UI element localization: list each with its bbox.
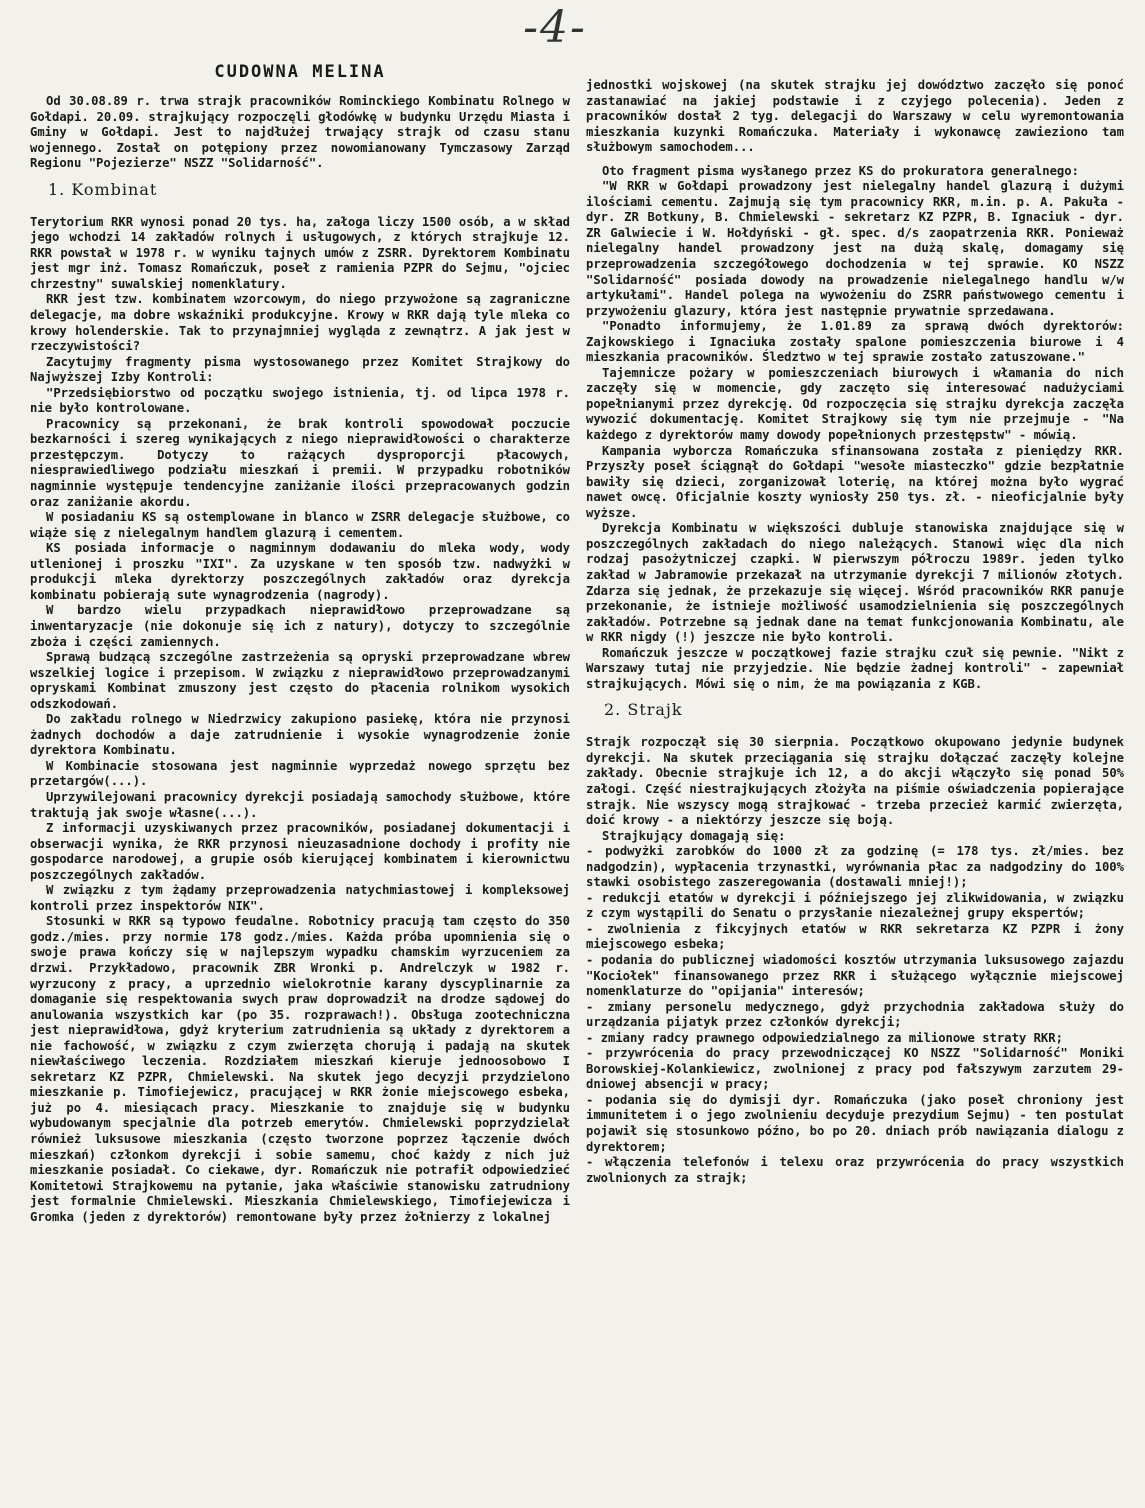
paragraph: Strajkujący domagają się: [602,828,786,843]
demand-item: - zmiany personelu medycznego, gdyż przychodnia zakładowa służy do urządzania pijatyk przez członków dyrekcji; [586,999,1124,1030]
paragraph: Stosunki w RKR są typowo feudalne. Robotnicy pracują tam często do 350 godz./mies. przy normie 178 godz./mies. Każda próba upomnienia się o swoje prawa kończy się w najlepszym wypadku chamskim wyrzuceniem za drzwi. Przykładowo, pracownik ZBR Wronki p. Andrelczyk w 1982 r. wyrzucony z pracy, a uprzednio wielokrotnie karany dyscyplinarnie za domaganie się respektowania swych praw doprowadził na drodze sądowej do anulowania wszystkich kar (po 35. rozprawach!). Obsługa zootechniczna jest nieprawidłowa, gdyż kryterium zatrudnienia są układy z dyrektorem a nie fachowość, w związku z czym zwierzęta chorują i padają na skutek niewłaściwego leczenia. Rozdziałem mieszkań kieruje jednoosobowo I sekretarz KZ PZPR, Chmielewski. Na skutek jego decyzji przydzielono mieszkanie p. Timofiejewicz, pracującej w RKR żonie miejscowego esbeka, już po 4. miesiącach pracy. Mieszkanie to znajduje się w budynku wybudowanym specjalnie dla potrzeb emerytów. Chmielewski poprzydzielał również luksusowe mieszkania (często tworzone poprzez łączenie dwóch mieszkań) członkom dyrekcji i sobie samemu, choć każdy z nich już mieszkanie posiadał. Co ciekawe, dyr. Romańczuk nie potrafił odpowiedzieć Komitetowi Strajkowemu na pytanie, jaka właściwie stanowisku zatrudniony jest formalnie Chmielewski. Mieszkania Chmielewskiego, Timofiejewicza i Gromka (jeden z dyrektorów) remontowane były przez żołnierzy z lokalnej [30,914,570,1224]
quote-paragraph: "Przedsiębiorstwo od początku swojego istnienia, tj. od lipca 1978 r. nie było kontrolowane. [30,385,570,416]
demand-item: - zwolnienia z fikcyjnych etatów w RKR sekretarza KZ PZPR i żony miejscowego esbeka; [586,921,1124,952]
page-number: -4- [523,2,587,53]
paragraph: jednostki wojskowej (na skutek strajku jej dowództwo zaczęło się ponoć zastanawiać na jakiej podstawie i z czyjego polecenia). Jeden z pracowników dostał 2 tyg. delegacji do Warszawy w celu wyremontowania mieszkania kuzynki Romańczuka. Materiały i wykonawcę zawieziono tam służbowym samochodem... [586,78,1124,155]
quote-paragraph: Do zakładu rolnego w Niedrzwicy zakupiono pasiekę, która nie przynosi żadnych dochodów a daje zatrudnienie i wysokie wynagrodzenie żonie dyrektora Kombinatu. [30,712,570,758]
demand-item: - przywrócenia do pracy przewodniczącej KO NSZZ "Solidarność" Moniki Borowskiej-Kolankiewicz, zwolnionej z pracy pod fałszywym zarzutem 29-dniowej absencji w pracy; [586,1046,1124,1092]
quote-paragraph: Pracownicy są przekonani, że brak kontroli spowodował poczucie bezkarności i szereg wynikających z niego nieprawidłowości o charakterze przestępczym. Dotyczy to rażących dysproporcji płacowych, niesprawiedliwego podziału mieszkań i premii. W przypadku robotników nagminnie występuje tendencyjne zaniżanie ilości przepracowanych godzin oraz zaniżanie akordu. [30,416,570,509]
quote-paragraph: KS posiada informacje o nagminnym dodawaniu do mleka wody, wody utlenionej i proszku "IXI". Za uzyskane w ten sposób tzw. nadwyżki w produkcji mleka dyrektorzy poszczególnych zakładów oraz dyrekcja kombinatu pobierają sute wynagrodzenia (nagrody). [30,541,570,602]
quote-paragraph: Uprzywilejowani pracownicy dyrekcji posiadają samochody służbowe, które traktują jak swoje własne(...). [30,789,570,820]
paragraph: RKR jest tzw. kombinatem wzorcowym, do niego przywożone są zagraniczne delegacje, ma dobre wskaźniki produkcyjne. Krowy w RKR dają tyle mleka co krowy holenderskie. Tak to przynajmniej wygląda z zewnątrz. A jak jest w rzeczywistości? [30,292,570,354]
section-heading-kombinat: 1. Kombinat [48,179,158,199]
demand-item: - podania do publicznej wiadomości kosztów utrzymania luksusowego zajazdu "Kociołek" finansowanego przez RKR i służącego wyłącznie miejscowej nomenklaturze do "opijania" interesów; [586,952,1124,999]
paragraph: Romańczuk jeszcze w początkowej fazie strajku czuł się pewnie. "Nikt z Warszawy tutaj nie przyjedzie. Nie będzie żadnej kontroli" - zapewniał strajkujących. Mówi się o nim, że ma powiązania z KGB. [586,645,1124,691]
section-heading-strajk: 2. Strajk [604,700,683,720]
paragraph: Terytorium RKR wynosi ponad 20 tys. ha, załoga liczy 1500 osób, a w skład jego wchodzi 14 zakładów rolnych i usługowych, z których strajkuje 12. RKR powstał w 1978 r. w wyniku tajnych umów z ZSRR. Dyrektorem Kombinatu jest mgr inż. Tomasz Romańczuk, poseł z ramienia PZPR do Sejmu, "ojciec chrzestny" suwalskiej nomenklatury. [30,214,570,291]
quote-paragraph: Z informacji uzyskiwanych przez pracowników, posiadanej dokumentacji i obserwacji wynika, że RKR przynosi nieuzasadnione dochody i profity nie gospodarce narodowej, a grupie osób kierującej kombinatem i kierownictwu poszczególnych zakładów. [30,821,570,882]
quote-paragraph: Sprawą budzącą szczególne zastrzeżenia są opryski przeprowadzane wbrew wszelkiej logice i przepisom. W związku z nieprawidłowo przeprowadzanymi opryskami Kombinat zmuszony jest często do płacenia rolnikom wysokich odszkodowań. [30,650,570,711]
quote-paragraph: W posiadaniu KS są ostemplowane in blanco w ZSRR delegacje służbowe, co wiąże się z nielegalnym handlem glazurą i cementem. [30,510,570,540]
right-column [586,78,1124,1186]
demand-item: - zmiany radcy prawnego odpowiedzialnego za milionowe straty RKR; [586,1030,1063,1045]
paragraph: Zacytujmy fragmenty pisma wystosowanego przez Komitet Strajkowy do Najwyższej Izby Kontroli: [30,354,570,385]
paragraph: Dyrekcja Kombinatu w większości dubluje stanowiska znajdujące się w poszczególnych zakładach do niego należących. Stanowi więc dla nich rodzaj pasożytniczej czapki. W pierwszym półroczu 1989r. jeden tylko zakład w Jabramowie przekazał na utrzymanie dyrekcji 7 milionów złotych. Zdarza się jednak, że przekazuje się więcej. Wśród pracowników RKR panuje przekonanie, że istnieje możliwość usamodzielnienia się poszczególnych zakładów. Potrzebne są jednak dane na temat funkcjonowania Kombinatu, ale w RKR nigdy (!) jeszcze nie było kontroli. [586,521,1124,645]
demand-item: - podwyżki zarobków do 1000 zł za godzinę (= 178 tys. zł/mies. bez nadgodzin), wypłacenia trzynastki, wyrównania płac za nadgodziny do 100% stawki osobistego zaszeregowania (dostawali mniej!); [586,844,1124,890]
paragraph: Oto fragment pisma wysłanego przez KS do prokuratora generalnego: [602,163,1079,178]
quote-paragraph: "W RKR w Gołdapi prowadzony jest nielegalny handel glazurą i dużymi ilościami cementu. Zajmują się tym pracownicy RKR, m.in. p. A. Pakuła - dyr. ZR Botkuny, B. Chmielewski - sekretarz KZ PZPR, B. Ignaciuk - dyr. ZR Galwiecie i W. Hołdyński - gł. spec. d/s zaopatrzenia RKR. Ponieważ nielegalny handel prowadzony jest na dużą skalę, domagamy się przeprowadzenia szczegółowego dochodzenia w tej sprawie. KO NSZZ "Solidarność" posiada dowody na prowadzenie nielegalnego handlu w/w artykułami". Handel polega na wywożeniu do ZSRR państwowego cementu i przywożeniu glazury, która jest następnie prywatnie sprzedawana. [586,179,1124,318]
paragraph: Tajemnicze pożary w pomieszczeniach biurowych i włamania do nich zaczęły się w momencie, gdy zaczęto się interesować nadużyciami popełnianymi przez dyrekcję. Od rozpoczęcia się strajku dyrekcja zaczęła wywozić dokumentację. Komitet Strajkowy się tym nie przejmuje - "Na każdego z dyrektorów mamy dowody popełnionych przestępstw" - mówią. [586,365,1124,443]
quote-paragraph: "Ponadto informujemy, że 1.01.89 za sprawą dwóch dyrektorów: Zajkowskiego i Ignaciuka zostały spalone pomieszczenia biurowe i 4 mieszkania pracowników. Śledztwo w tej sprawie zostało zatuszowane." [586,319,1124,365]
quote-paragraph: W związku z tym żądamy przeprowadzenia natychmiastowej i kompleksowej kontroli przez inspektorów NIK". [30,883,570,913]
paragraph: Strajk rozpoczął się 30 sierpnia. Początkowo okupowano jedynie budynek dyrekcji. Na skutek przeciągania się strajku dołączać zaczęły kolejne zakłady. Obecnie strajkuje ich 12, a do akcji włączyło się ponad 50% załogi. Część niestrajkujących złożyła na piśmie oświadczenia popierające strajk. Nie wszyscy mogą strajkować - trzeba przecież karmić zwierzęta, doić krowy - a niektórzy jeszcze się boją. [586,735,1124,828]
quote-paragraph: W Kombinacie stosowana jest nagminnie wyprzedaż nowego sprzętu bez przetargów(...). [30,758,570,789]
left-column [30,62,570,1225]
demand-item: - redukcji etatów w dyrekcji i późniejszego jej zlikwidowania, w związku z czym wystąpili do Senatu o przysłanie niezależnej grupy ekspertów; [586,890,1124,921]
paragraph: Kampania wyborcza Romańczuka sfinansowana została z pieniędzy RKR. Przyszły poseł ściągnął do Gołdapi "wesołe miasteczko" gdzie bezpłatnie bawiły się dzieci, zorganizował loterię, na której można było wygrać nawet owcę. Oficjalnie koszty wyniosły 250 tys. zł. - nieoficjalnie były wyższe. [586,443,1124,520]
intro-paragraph: Od 30.08.89 r. trwa strajk pracowników Rominckiego Kombinatu Rolnego w Gołdapi. 20.09. strajkujący rozpoczęli głodówkę w budynku Urzędu Miasta i Gminy w Gołdapi. Jest to najdłużej trwający strajk od czasu stanu wojennego. Został on potępiony przez nowomianowany Tymczasowy Zarząd Regionu "Pojezierze" NSZZ "Solidarność". [30,94,570,171]
demand-item: - włączenia telefonów i telexu oraz przywrócenia do pracy wszystkich zwolnionych za strajk; [586,1155,1124,1185]
article-title: CUDOWNA MELINA [214,62,386,82]
quote-paragraph: W bardzo wielu przypadkach nieprawidłowo przeprowadzane są inwentaryzacje (nie dokonuje się ich z natury), dotyczy to szczególnie zboża i części zamiennych. [30,603,570,649]
demand-item: - podania się do dymisji dyr. Romańczuka (jako poseł chroniony jest immunitetem i o jego zwolnieniu decyduje prezydium Sejmu) - ten postulat pojawił się stosunkowo późno, bo po 20. dniach prób nawiązania dialogu z dyrektorem; [586,1092,1124,1154]
